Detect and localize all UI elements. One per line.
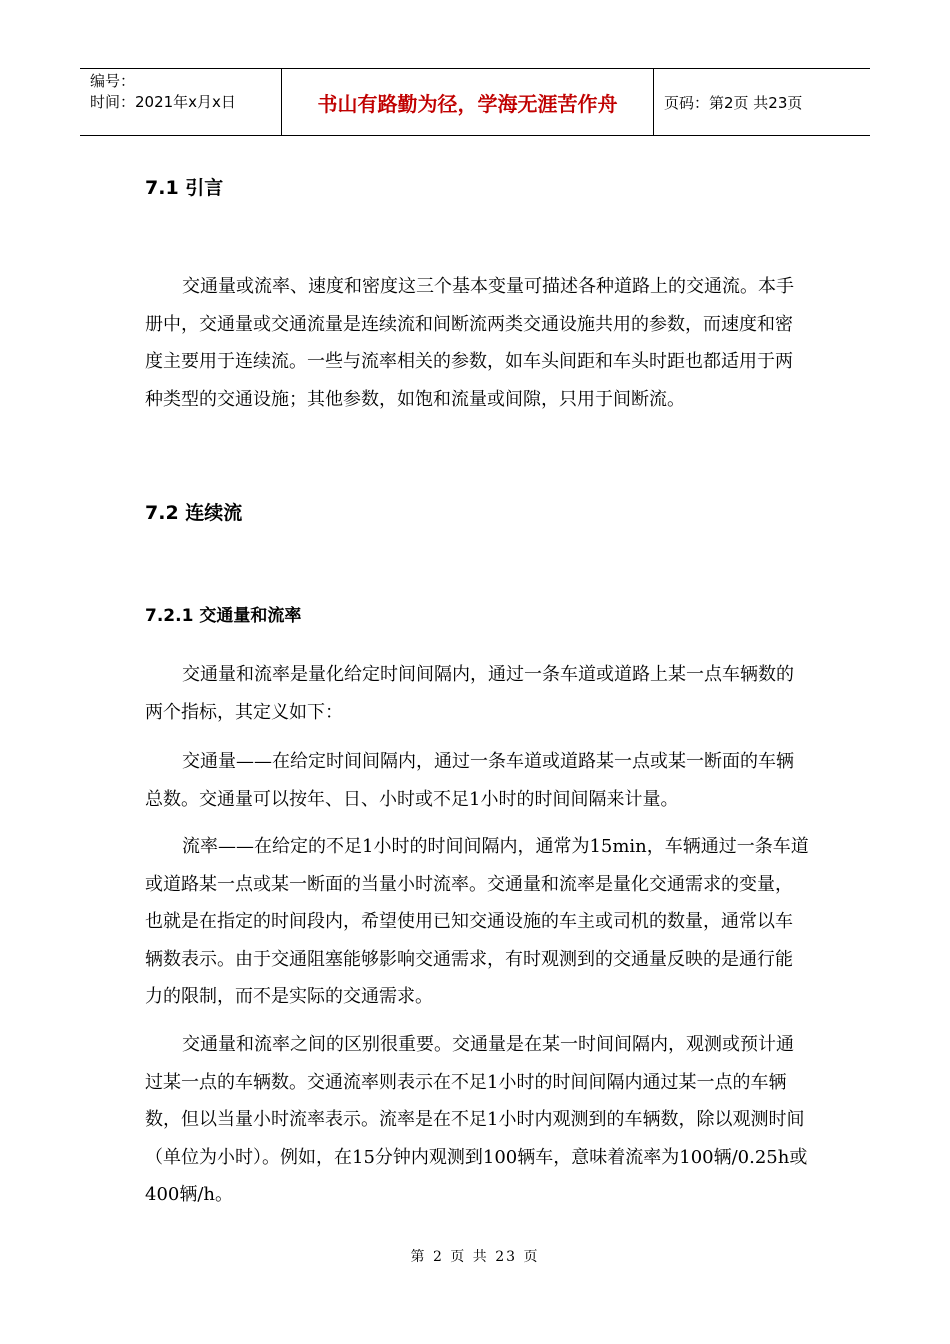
section-7-2-1-paragraph-2: 交通量——在给定时间间隔内，通过一条车道或道路某一点或某一断面的车辆总数。交通量可以按年、日、小时或不足1小时的时间间隔来计量。 [145,751,794,810]
document-number-label: 编号： [90,72,136,90]
section-7-2-1-paragraph-4: 交通量和流率之间的区别很重要。交通量是在某一时间间隔内，观测或预计通过某一点的车辆数。交通流率则表示在不足1小时的时间间隔内通过某一点的车辆数，但以当量小时流率表示。流率是在不足1小时内观测到的车辆数，除以观测时间（单位为小时）。例如，在15分钟内观测到100辆车，意味着流率为100辆/0.25h或400辆/h。 [145,1034,808,1205]
header-motto: 书山有路勤为径，学海无涯苦作舟 [282,69,654,135]
page-header [80,68,870,136]
section-7-2-title: 7.2 连续流 [145,502,243,524]
page-footer: 第 2 页 共 23 页 [410,1249,540,1265]
header-meta [80,69,282,135]
section-7-1-paragraph: 交通量或流率、速度和密度这三个基本变量可描述各种道路上的交通流。本手册中，交通量或交通流量是连续流和间断流两类交通设施共用的参数，而速度和密度主要用于连续流。一些与流率相关的参数，如车头间距和车头时距也都适用于两种类型的交通设施；其他参数，如饱和流量或间隙，只用于间断流。 [145,276,794,410]
document-date: 时间：2021年x月x日 [90,93,236,111]
section-7-2-1-paragraph-1: 交通量和流率是量化给定时间间隔内，通过一条车道或道路上某一点车辆数的两个指标，其定义如下： [145,664,794,723]
section-7-2-1-paragraph-3: 流率——在给定的不足1小时的时间间隔内，通常为15min，车辆通过一条车道或道路某一点或某一断面的当量小时流率。交通量和流率是量化交通需求的变量，也就是在指定的时间段内，希望使用已知交通设施的车主或司机的数量，通常以车辆数表示。由于交通阻塞能够影响交通需求，有时观测到的交通量反映的是通行能力的限制，而不是实际的交通需求。 [145,836,809,1007]
header-page-info: 页码：第2页 共23页 [664,93,803,112]
section-7-1-title: 7.1 引言 [145,177,224,199]
section-7-2-1-title: 7.2.1 交通量和流率 [145,606,302,626]
